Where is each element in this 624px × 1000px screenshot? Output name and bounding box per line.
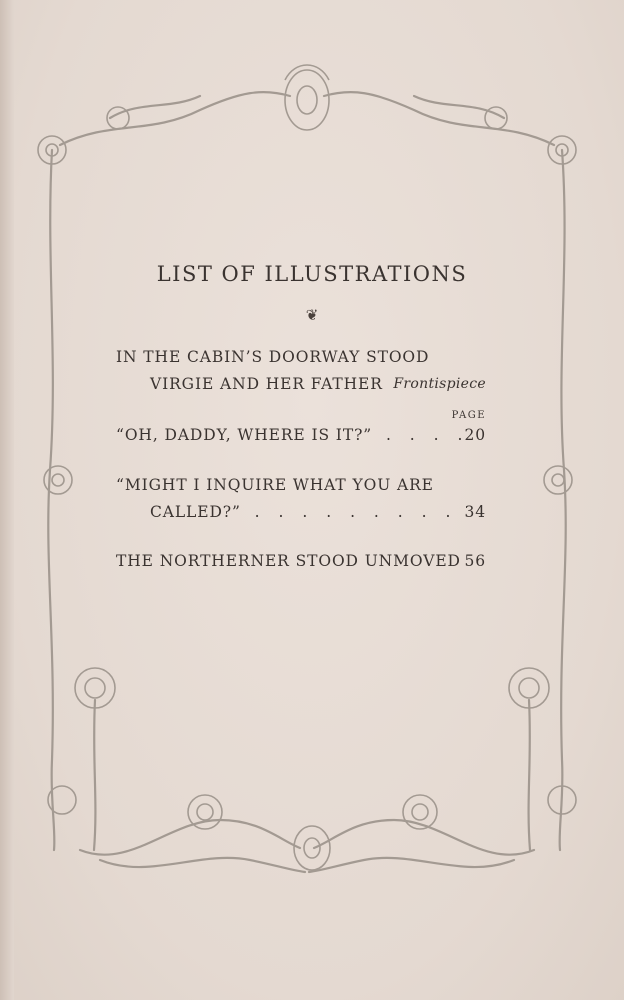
entry-caption-line: CALLED?” [150,503,241,521]
entry-caption-line: IN THE CABIN’S DOORWAY STOOD [116,348,430,366]
entry-line-wrap [116,499,486,526]
entry-line-wrap [116,548,486,575]
page-column-label: PAGE [451,410,486,421]
entry-page: 20 [464,426,486,444]
page-title: LIST OF ILLUSTRATIONS [156,262,468,286]
illustration-entry-4 [116,548,486,575]
illustration-entry-2 [116,422,486,449]
entry-caption-line: THE NORTHERNER STOOD UNMOVED [116,552,461,570]
entry-page: Frontispiece [393,376,486,392]
illustration-entry-1 [116,344,486,398]
entry-caption-line: “MIGHT I INQUIRE WHAT YOU ARE [116,476,434,494]
entry-caption-line-wrap [116,371,486,398]
fleuron-icon: ❦ [305,306,319,324]
entry-page: 34 [464,503,486,521]
leader-dots: . . . . . . . . . [254,503,458,521]
entry-caption-line: “OH, DADDY, WHERE IS IT?” [116,426,373,444]
entry-page: 56 [464,552,486,570]
entry-line-wrap [116,422,486,449]
entry-caption-line: VIRGIE AND HER FATHER [150,375,383,393]
leader-dots: . . . . [385,426,470,444]
illustration-entry-3 [116,472,486,526]
